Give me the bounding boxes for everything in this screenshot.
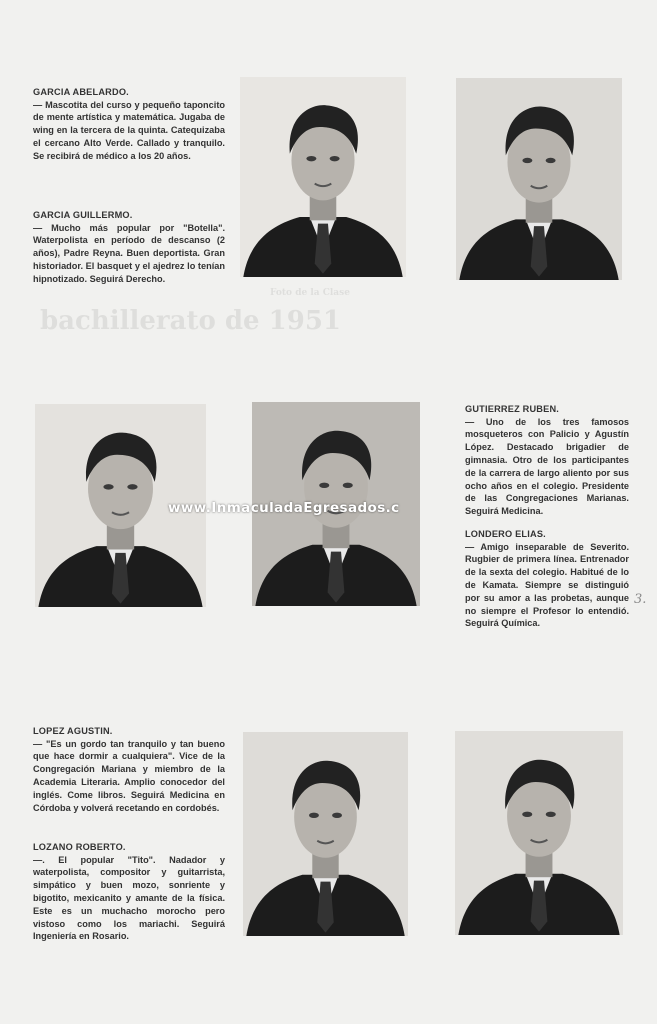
portrait-image <box>456 78 622 280</box>
bio-text: — Uno de los tres famosos mosqueteros con Palicio y Agustín López. Destacado brigadier de gimnasia. Otro de los participantes de la carrera de largo aliento por sus ocho años en el colegio. Presidente de las Congregaciones Marianas. Seguirá Medicina. <box>465 416 629 517</box>
bio-name: LOZANO ROBERTO. <box>33 841 126 852</box>
bio-name: LONDERO ELIAS. <box>465 528 546 539</box>
handwritten-page-number: 3. <box>634 592 647 607</box>
portrait-image <box>455 731 623 935</box>
student-portrait-5 <box>243 732 408 936</box>
bio-londero-elias <box>465 515 629 630</box>
student-portrait-6 <box>455 731 623 935</box>
bio-text: — "Es un gordo tan tranquilo y tan bueno que hace dormir a cualquiera". Vice de la Congregación Mariana y miembro de la Academia Literaria. Amplio conocedor del inglés. Come libros. Seguirá Medicina en Córdoba y volverá recetando en cordobés. <box>33 738 225 813</box>
bio-text: — Amigo inseparable de Severito. Rugbier de primera línea. Entrenador de la sexta del colegio. Habitué de lo de Kamata. Siempre se distinguió por su amor a las probetas, aunque no siempre el Profesor lo entendió. Seguirá Química. <box>465 541 629 629</box>
student-portrait-1 <box>240 77 406 277</box>
bio-garcia-guillermo <box>33 196 225 286</box>
bio-text: — Mascotita del curso y pequeño taponcito de mente artística y matemática. Jugaba de wing en la tercera de la quinta. Catequizaba el cercano Alto Verde. Callado y tranquilo. Se recibirá de médico a los 20 años. <box>33 99 225 161</box>
bio-name: LOPEZ AGUSTIN. <box>33 725 113 736</box>
bio-name: GARCIA ABELARDO. <box>33 86 129 97</box>
bio-text: — Mucho más popular por "Botella". Waterpolista en período de descanso (2 años), Padre Reyna. Buen deportista. Gran historiador. El basquet y el ajedrez lo tenían hipnotizado. Seguirá Derecho. <box>33 222 225 284</box>
bio-lopez-agustin <box>33 712 225 814</box>
bio-text: —. El popular "Tito". Nadador y waterpolista, compositor y guitarrista, simpático y buen mozo, sonriente y bigotito, mexicanito y amante de la física. Este es un muchacho morocho pero vistoso como los mariachi. Seguirá Ingeniería en Rosario. <box>33 854 225 942</box>
bio-name: GARCIA GUILLERMO. <box>33 209 133 220</box>
bio-name: GUTIERREZ RUBEN. <box>465 403 560 414</box>
bleed-through-caption: Foto de la Clase <box>270 288 350 298</box>
portrait-image <box>240 77 406 277</box>
student-portrait-2 <box>456 78 622 280</box>
bio-gutierrez-ruben <box>465 390 629 518</box>
bleed-through-heading: bachillerato de 1951 <box>40 306 342 336</box>
bio-lozano-roberto <box>33 828 225 943</box>
portrait-image <box>243 732 408 936</box>
bio-garcia-abelardo <box>33 73 225 163</box>
site-watermark: www.InmaculadaEgresados.c <box>168 500 400 516</box>
